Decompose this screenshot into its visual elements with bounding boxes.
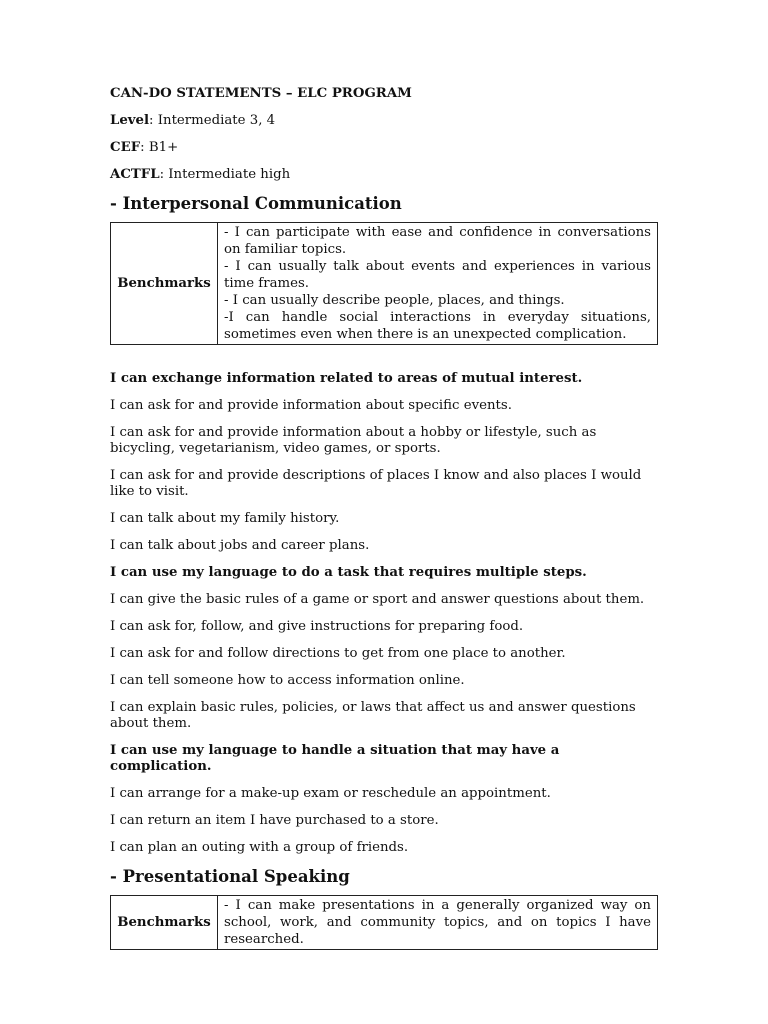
meta-level [110, 113, 658, 129]
list-item: I can talk about my family history. [110, 511, 340, 526]
benchmarks-cell [218, 223, 658, 345]
benchmarks-label: Benchmarks [111, 223, 218, 345]
section-heading-interpersonal: - Interpersonal Communication [110, 194, 402, 213]
list-item: I can arrange for a make-up exam or reschedule an appointment. [110, 786, 551, 801]
table-row [111, 896, 658, 950]
meta-level-key: Level [110, 113, 150, 128]
list-item: I can ask for and follow directions to get from one place to another. [110, 646, 566, 661]
benchmark-item: - I can participate with ease and confidence in conversations on familiar topics. [224, 225, 651, 257]
benchmark-item: - I can make presentations in a generally organized way on school, work, and community topics, and on topics I have researched. [224, 898, 651, 947]
table-row [111, 223, 658, 345]
meta-level-value: : Intermediate 3, 4 [149, 113, 276, 128]
group-heading: I can exchange information related to areas of mutual interest. [110, 371, 583, 386]
group-heading: I can use my language to do a task that requires multiple steps. [110, 565, 587, 580]
benchmarks-cell [218, 896, 658, 950]
meta-actfl-value: : Intermediate high [159, 167, 291, 182]
section-heading-presentational: - Presentational Speaking [110, 867, 350, 886]
benchmark-item: - I can usually describe people, places, and things. [224, 293, 565, 308]
list-item: I can return an item I have purchased to a store. [110, 813, 439, 828]
list-item: I can talk about jobs and career plans. [110, 538, 370, 553]
benchmark-item: -I can handle social interactions in everyday situations, sometimes even when there is an unexpected complication. [224, 310, 651, 342]
document-title: CAN-DO STATEMENTS – ELC PROGRAM [110, 86, 412, 101]
benchmarks-label: Benchmarks [111, 896, 218, 950]
meta-cef-value: : B1+ [140, 140, 179, 155]
spacer [110, 345, 658, 371]
document-body [110, 86, 658, 950]
meta-actfl-key: ACTFL [110, 167, 160, 182]
group-heading: I can use my language to handle a situation that may have a complication. [110, 743, 560, 774]
list-item: I can ask for, follow, and give instructions for preparing food. [110, 619, 524, 634]
meta-cef [110, 140, 658, 156]
meta-actfl [110, 167, 658, 183]
benchmark-item: - I can usually talk about events and experiences in various time frames. [224, 259, 651, 291]
list-item: I can give the basic rules of a game or sport and answer questions about them. [110, 592, 645, 607]
list-item: I can ask for and provide descriptions of places I know and also places I would like to visit. [110, 468, 642, 499]
benchmarks-table-presentational [110, 895, 658, 950]
list-item: I can tell someone how to access information online. [110, 673, 465, 688]
benchmarks-table-interpersonal [110, 222, 658, 345]
meta-cef-key: CEF [110, 140, 141, 155]
list-item: I can ask for and provide information about a hobby or lifestyle, such as bicycling, vegetarianism, video games, or sports. [110, 425, 597, 456]
list-item: I can ask for and provide information about specific events. [110, 398, 512, 413]
list-item: I can plan an outing with a group of friends. [110, 840, 409, 855]
list-item: I can explain basic rules, policies, or laws that affect us and answer questions about them. [110, 700, 636, 731]
